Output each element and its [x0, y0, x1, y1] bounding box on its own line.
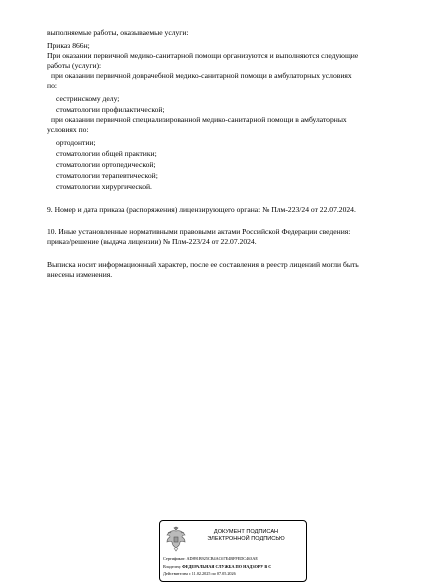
doc-line-prehospital: при оказании первичной доврачебной медико-санитарной помощи в амбулаторных условиях: [51, 71, 352, 80]
stamp-title-electronic: ЭЛЕКТРОННОЙ ПОДПИСЬЮ: [207, 536, 285, 542]
doc-disclaimer-line1: Выписка носит информационный характер, после ее составления в реестр лицензий могли быть: [47, 260, 359, 269]
doc-item-10-other-info: 10. Иные установленные нормативными правовыми актами Российской Федерации сведения:: [47, 227, 351, 236]
doc-line-conditions: условиях по:: [47, 125, 89, 134]
stamp-certificate: [163, 556, 304, 561]
list-item-preventive-dentistry: стоматологии профилактической;: [56, 105, 165, 114]
stamp-title-signed: ДОКУМЕНТ ПОДПИСАН: [213, 529, 279, 535]
list-item-orthodontics: ортодонтии;: [56, 138, 96, 147]
list-item-therapeutic-dentistry: стоматологии терапевтической;: [56, 171, 158, 180]
list-item-general-dentistry: стоматологии общей практики;: [56, 149, 157, 158]
stamp-owner: [163, 564, 304, 569]
owner-label: Владелец:: [163, 564, 182, 569]
certificate-value: AD891B925CB4AC67E4BFFEDC463AE: [186, 556, 258, 561]
doc-item-9-order-number: 9. Номер и дата приказа (распоряжения) лицензирующего органа: № Плм-223/24 от 22.07.2024.: [47, 205, 356, 214]
doc-line-order: Приказ 866н;: [47, 41, 90, 50]
doc-line-specialized: при оказании первичной специализированной медико-санитарной помощи в амбулаторных: [51, 115, 347, 124]
doc-line-primary-care: При оказании первичной медико-санитарной помощи организуются и выполняются следующие: [47, 51, 359, 60]
list-item-orthopedic-dentistry: стоматологии ортопедической;: [56, 160, 156, 169]
doc-line-works-services: выполняемые работы, оказываемые услуги:: [47, 28, 189, 37]
list-item-nursing: сестринскому делу;: [56, 94, 120, 103]
electronic-signature-stamp: [159, 520, 307, 582]
doc-line-po: по:: [47, 81, 57, 90]
list-item-surgical-dentistry: стоматологии хирургической.: [56, 182, 152, 191]
certificate-label: Сертификат:: [163, 556, 186, 561]
doc-disclaimer-line2: внесены изменения.: [47, 270, 113, 279]
double-headed-eagle-icon: [165, 526, 187, 552]
doc-item-10-decision: приказ/решение (выдача лицензии) № Плм-223/24 от 22.07.2024.: [47, 237, 257, 246]
stamp-validity: Действителен с 11.02.2025 по 07.05.2026: [163, 571, 236, 576]
doc-line-works: работы (услуги):: [47, 61, 102, 70]
owner-value: ФЕДЕРАЛЬНАЯ СЛУЖБА ПО НАДЗОРУ В С: [182, 564, 272, 569]
